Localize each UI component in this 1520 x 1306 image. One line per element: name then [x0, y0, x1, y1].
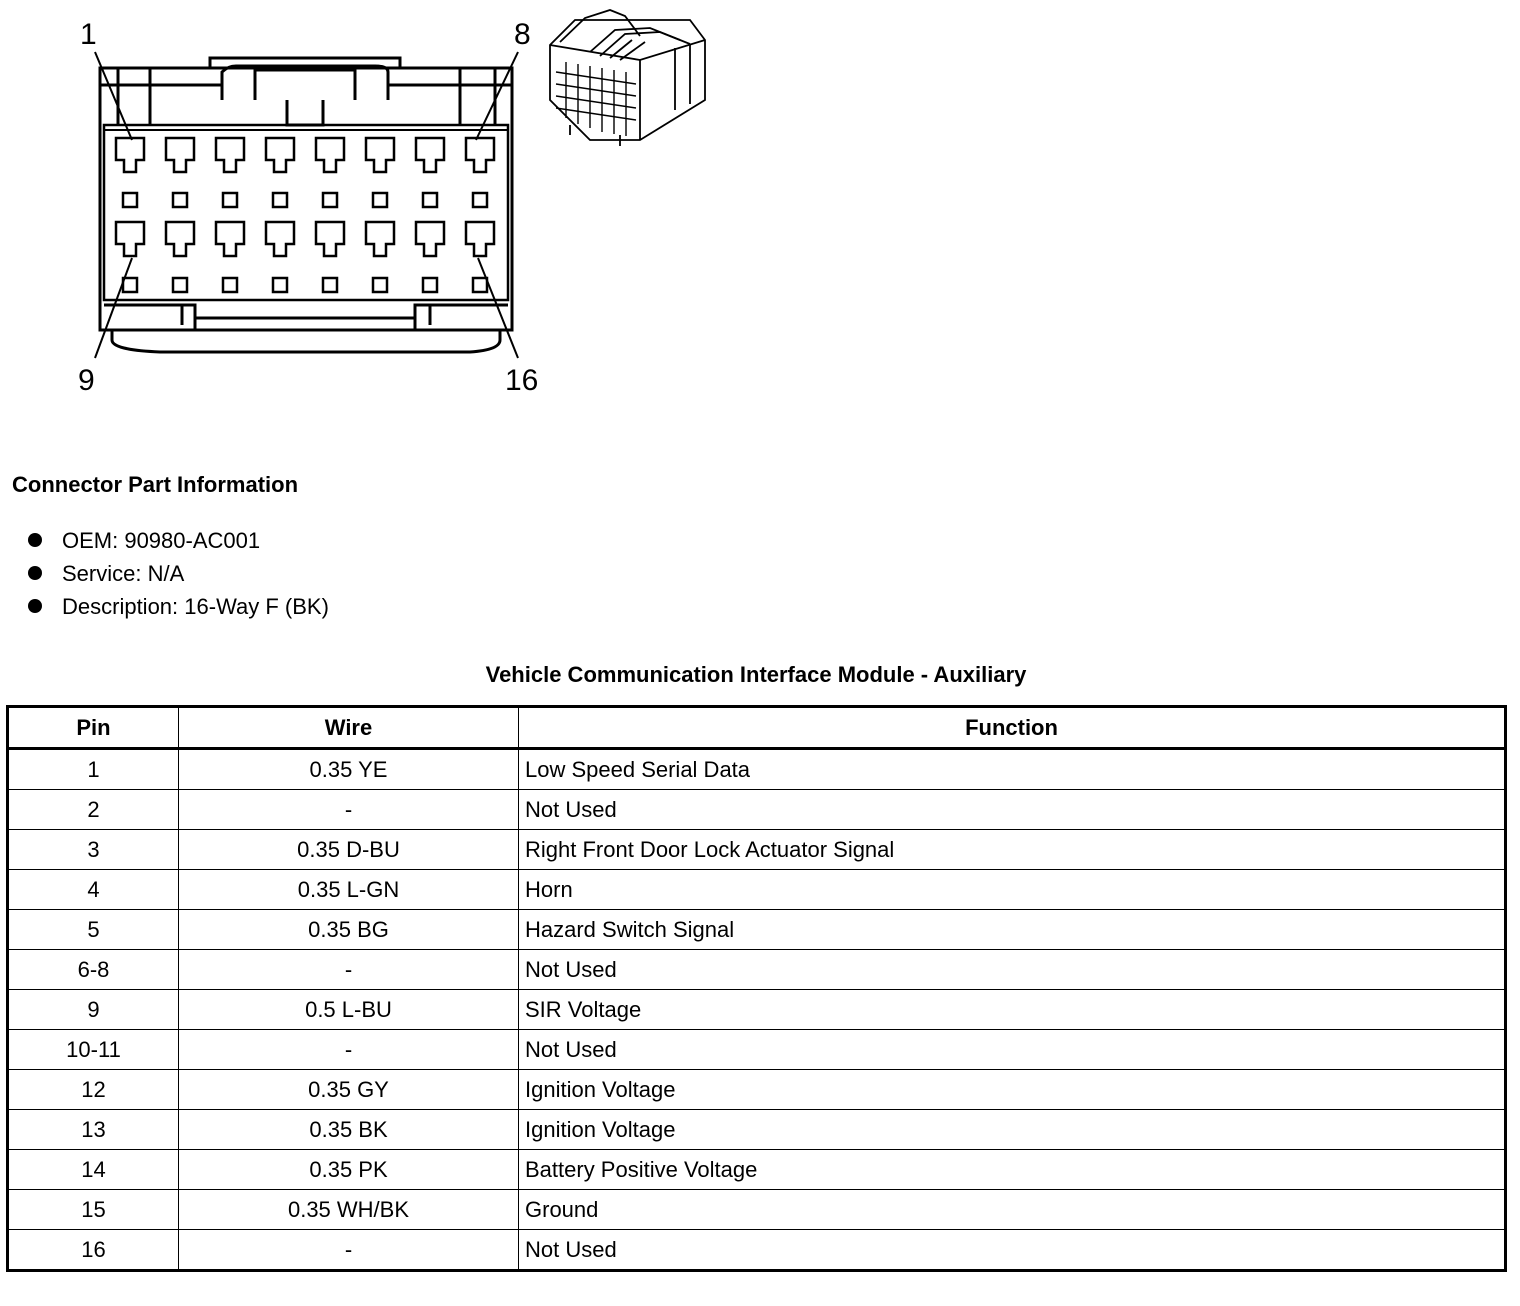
table-row — [8, 1030, 1506, 1070]
pin-label-8: 8 — [514, 18, 531, 51]
cell-function: Not Used — [519, 790, 1506, 830]
cell-wire: - — [179, 790, 519, 830]
cell-pin: 15 — [8, 1190, 179, 1230]
table-row — [8, 1110, 1506, 1150]
cell-function: Not Used — [519, 1230, 1506, 1271]
terminal-cavity — [166, 222, 194, 256]
cell-wire: 0.35 BG — [179, 910, 519, 950]
terminal-cavity — [166, 138, 194, 172]
cell-function: Ignition Voltage — [519, 1110, 1506, 1150]
cell-pin: 16 — [8, 1230, 179, 1271]
terminal-lock-slot — [123, 278, 137, 292]
terminal-cavity — [266, 222, 294, 256]
table-row — [8, 950, 1506, 990]
connector-diagram — [0, 0, 740, 410]
part-info-oem-text: OEM: 90980-AC001 — [62, 528, 261, 553]
cell-pin: 4 — [8, 870, 179, 910]
connector-3d-view-icon — [550, 10, 705, 146]
terminal-lock-slot — [273, 278, 287, 292]
terminal-lock-slot — [223, 193, 237, 207]
terminal-cavities — [116, 138, 494, 292]
cell-function: SIR Voltage — [519, 990, 1506, 1030]
part-info-service — [28, 557, 329, 590]
part-info-service-text: Service: N/A — [62, 561, 185, 586]
cell-function: Horn — [519, 870, 1506, 910]
terminal-cavity — [216, 138, 244, 172]
terminal-cavity — [116, 222, 144, 256]
cell-pin: 1 — [8, 749, 179, 790]
cell-wire: 0.35 YE — [179, 749, 519, 790]
connector-part-info-heading: Connector Part Information — [12, 472, 299, 497]
table-header-row — [8, 707, 1506, 749]
terminal-cavity — [316, 138, 344, 172]
table-row — [8, 1150, 1506, 1190]
terminal-lock-slot — [373, 193, 387, 207]
table-row — [8, 749, 1506, 790]
pin-leader-lines — [95, 52, 518, 358]
terminal-lock-slot — [473, 278, 487, 292]
terminal-cavity — [216, 222, 244, 256]
cell-function: Hazard Switch Signal — [519, 910, 1506, 950]
cell-pin: 2 — [8, 790, 179, 830]
table-row — [8, 910, 1506, 950]
terminal-cavity — [266, 138, 294, 172]
terminal-cavity — [116, 138, 144, 172]
table-row — [8, 830, 1506, 870]
terminal-cavity — [316, 222, 344, 256]
header-function: Function — [519, 707, 1506, 749]
cell-function: Ignition Voltage — [519, 1070, 1506, 1110]
bullet-icon — [28, 599, 42, 613]
table-row — [8, 1190, 1506, 1230]
cell-pin: 9 — [8, 990, 179, 1030]
cell-pin: 3 — [8, 830, 179, 870]
part-info-description — [28, 590, 329, 623]
header-wire: Wire — [179, 707, 519, 749]
header-pin: Pin — [8, 707, 179, 749]
pin-table — [6, 705, 1507, 1272]
terminal-cavity — [466, 138, 494, 172]
cell-pin: 12 — [8, 1070, 179, 1110]
cell-function: Low Speed Serial Data — [519, 749, 1506, 790]
cell-pin: 6-8 — [8, 950, 179, 990]
cell-wire: 0.35 GY — [179, 1070, 519, 1110]
part-info-oem — [28, 524, 329, 557]
cell-pin: 10-11 — [8, 1030, 179, 1070]
cell-wire: - — [179, 1230, 519, 1271]
terminal-lock-slot — [173, 278, 187, 292]
cell-pin: 14 — [8, 1150, 179, 1190]
cell-wire: 0.35 WH/BK — [179, 1190, 519, 1230]
pin-label-16: 16 — [505, 364, 539, 397]
cell-function: Not Used — [519, 1030, 1506, 1070]
terminal-cavity — [416, 138, 444, 172]
terminal-lock-slot — [323, 278, 337, 292]
table-title: Vehicle Communication Interface Module - Auxiliary — [485, 662, 1027, 687]
bullet-icon — [28, 533, 42, 547]
cell-pin: 13 — [8, 1110, 179, 1150]
cell-function: Battery Positive Voltage — [519, 1150, 1506, 1190]
pin-label-1: 1 — [80, 18, 97, 51]
terminal-lock-slot — [273, 193, 287, 207]
table-row — [8, 1230, 1506, 1271]
cell-wire: 0.35 L-GN — [179, 870, 519, 910]
terminal-lock-slot — [423, 278, 437, 292]
part-info-description-text: Description: 16-Way F (BK) — [62, 594, 329, 619]
terminal-cavity — [466, 222, 494, 256]
terminal-lock-slot — [473, 193, 487, 207]
cell-pin: 5 — [8, 910, 179, 950]
cell-wire: 0.5 L-BU — [179, 990, 519, 1030]
pin-label-9: 9 — [78, 364, 95, 397]
table-row — [8, 1070, 1506, 1110]
terminal-lock-slot — [373, 278, 387, 292]
bullet-icon — [28, 566, 42, 580]
terminal-cavity — [366, 138, 394, 172]
terminal-lock-slot — [173, 193, 187, 207]
table-row — [8, 870, 1506, 910]
terminal-cavity — [416, 222, 444, 256]
terminal-lock-slot — [323, 193, 337, 207]
terminal-lock-slot — [223, 278, 237, 292]
cell-wire: 0.35 BK — [179, 1110, 519, 1150]
cell-wire: - — [179, 1030, 519, 1070]
terminal-cavity — [366, 222, 394, 256]
cell-function: Right Front Door Lock Actuator Signal — [519, 830, 1506, 870]
cell-wire: 0.35 D-BU — [179, 830, 519, 870]
connector-part-info-list — [28, 524, 329, 623]
cell-wire: - — [179, 950, 519, 990]
cell-function: Not Used — [519, 950, 1506, 990]
table-row — [8, 790, 1506, 830]
terminal-lock-slot — [423, 193, 437, 207]
cell-function: Ground — [519, 1190, 1506, 1230]
cell-wire: 0.35 PK — [179, 1150, 519, 1190]
connector-face-view-icon — [100, 58, 512, 352]
terminal-lock-slot — [123, 193, 137, 207]
table-row — [8, 990, 1506, 1030]
